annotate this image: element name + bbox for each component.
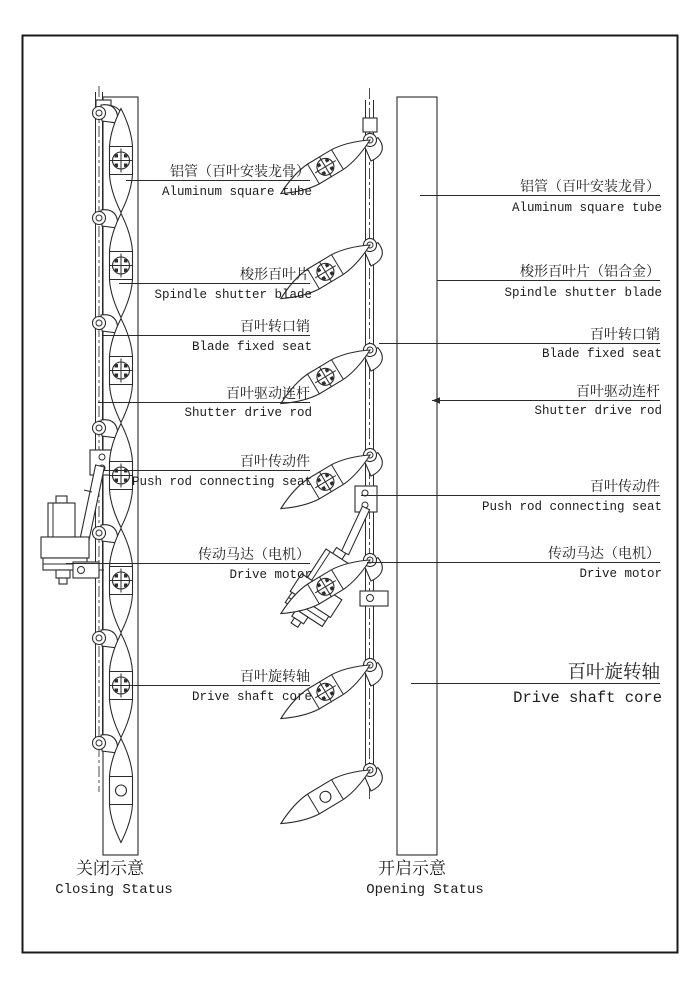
label-cn: 传动马达（电机） bbox=[198, 547, 310, 563]
drive-rod bbox=[96, 86, 103, 792]
blade-pivot bbox=[93, 105, 118, 123]
label-cn: 百叶传动件 bbox=[240, 454, 310, 470]
label-drive-shaft-core bbox=[118, 669, 312, 704]
label-cn: 百叶驱动连杆 bbox=[576, 384, 660, 400]
blade-pivot bbox=[93, 315, 118, 333]
label-shutter-blade bbox=[437, 263, 662, 300]
label-en: Push rod connecting seat bbox=[131, 475, 312, 489]
label-cn: 传动马达（电机） bbox=[548, 546, 660, 562]
label-en: Shutter drive rod bbox=[184, 406, 312, 420]
label-drive-shaft-core bbox=[411, 662, 662, 707]
blade-pivot bbox=[93, 630, 118, 648]
shutter-blade bbox=[109, 424, 133, 528]
label-en: Push rod connecting seat bbox=[481, 500, 662, 514]
caption-en: Closing Status bbox=[55, 882, 173, 898]
label-cn: 梭形百叶片（铝合金） bbox=[520, 264, 660, 280]
blade-pivot bbox=[93, 420, 118, 438]
label-en: Spindle shutter blade bbox=[504, 286, 662, 300]
motor-bracket bbox=[73, 562, 99, 578]
shutter-blade-open bbox=[275, 756, 387, 840]
label-cn: 百叶驱动连杆 bbox=[226, 386, 310, 402]
caption-cn: 开启示意 bbox=[378, 859, 446, 879]
label-cn: 百叶传动件 bbox=[590, 479, 660, 495]
label-en: Drive motor bbox=[229, 568, 312, 582]
shutter-blade bbox=[109, 214, 133, 318]
motor-bracket bbox=[360, 591, 388, 606]
label-cn: 百叶旋转轴 bbox=[567, 662, 660, 683]
open-assembly bbox=[275, 88, 437, 855]
label-en: Blade fixed seat bbox=[191, 340, 312, 354]
label-en: Blade fixed seat bbox=[541, 347, 662, 361]
opening-status-caption bbox=[366, 859, 484, 898]
closing-status-caption bbox=[55, 859, 173, 898]
aluminum-tube bbox=[397, 97, 437, 855]
label-cn: 铝管（百叶安装龙骨） bbox=[170, 164, 310, 180]
label-en: Drive motor bbox=[579, 567, 662, 581]
drive-rod bbox=[366, 88, 374, 800]
label-cn: 百叶转口销 bbox=[240, 319, 310, 335]
label-en: Aluminum square tube bbox=[511, 201, 662, 215]
label-cn: 百叶转口销 bbox=[590, 327, 660, 343]
label-drive-motor bbox=[367, 545, 662, 581]
label-blade-fixed-seat bbox=[379, 326, 662, 361]
label-en: Spindle shutter blade bbox=[154, 288, 312, 302]
blade-pivot bbox=[93, 210, 118, 228]
label-en: Drive shaft core bbox=[191, 690, 312, 704]
caption-en: Opening Status bbox=[366, 882, 484, 898]
label-en: Shutter drive rod bbox=[534, 404, 662, 418]
shutter-blade bbox=[109, 319, 133, 423]
blade-pivot bbox=[93, 735, 118, 753]
label-shutter-drive-rod bbox=[432, 383, 662, 418]
shutter-blade bbox=[109, 109, 133, 213]
shutter-blade bbox=[110, 739, 133, 843]
shutter-blade bbox=[109, 529, 133, 633]
label-cn: 百叶旋转轴 bbox=[240, 669, 310, 685]
label-push-rod-seat bbox=[361, 478, 662, 514]
leader-arrow bbox=[432, 397, 440, 403]
caption-cn: 关闭示意 bbox=[76, 859, 144, 879]
label-aluminum-tube bbox=[126, 163, 312, 199]
label-aluminum-tube bbox=[420, 178, 662, 215]
label-en: Drive shaft core bbox=[513, 689, 662, 707]
label-cn: 梭形百叶片 bbox=[240, 267, 310, 283]
label-cn: 铝管（百叶安装龙骨） bbox=[520, 179, 660, 195]
label-shutter-blade bbox=[119, 266, 312, 302]
label-blade-fixed-seat bbox=[103, 318, 312, 354]
label-push-rod-seat bbox=[103, 453, 312, 489]
top-fitting bbox=[363, 118, 377, 132]
blade-pivot bbox=[93, 525, 118, 543]
right-labels bbox=[361, 178, 662, 707]
label-en: Aluminum square tube bbox=[161, 185, 312, 199]
